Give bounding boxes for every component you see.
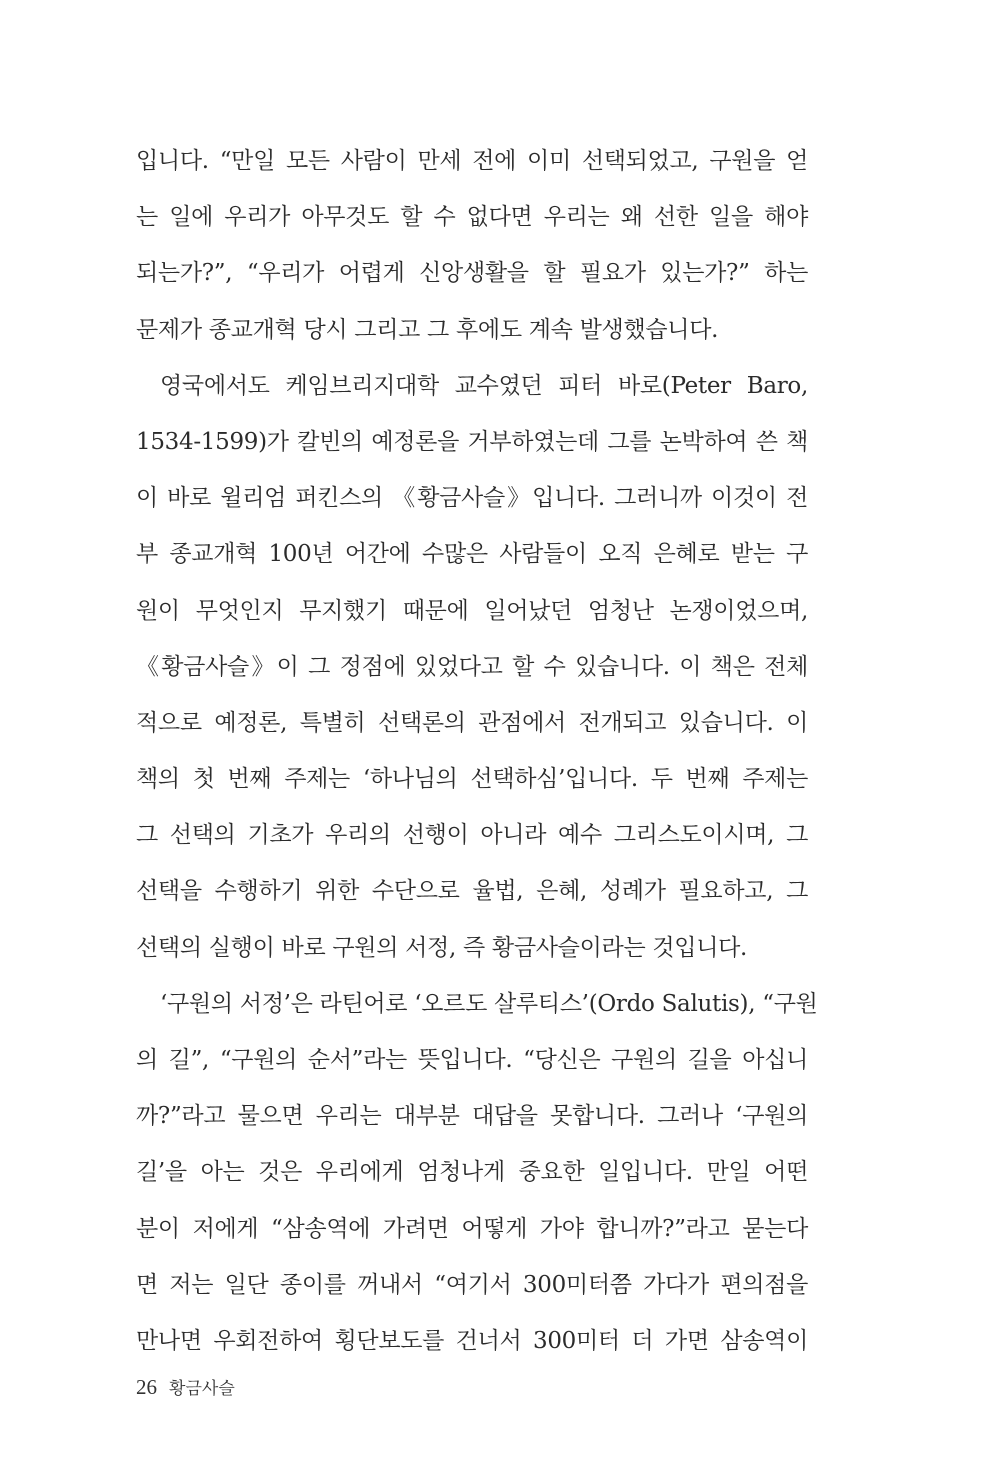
text-line: 부 종교개혁 100년 어간에 수많은 사람들이 오직 은혜로 받는 구 xyxy=(136,541,808,568)
text-line: 분이 저에게 “삼송역에 가려면 어떻게 가야 합니까?”라고 묻는다 xyxy=(136,1215,808,1242)
page-number: 26 xyxy=(136,1375,157,1399)
text-line: 1534-1599)가 칼빈의 예정론을 거부하였는데 그를 논박하여 쓴 책 xyxy=(136,428,808,455)
page-footer xyxy=(136,1374,235,1400)
text-line: 선택을 수행하기 위한 수단으로 율법, 은혜, 성례가 필요하고, 그 xyxy=(136,878,808,905)
text-line: 책의 첫 번째 주제는 ‘하나님의 선택하심’입니다. 두 번째 주제는 xyxy=(136,766,808,793)
text-line: 영국에서도 케임브리지대학 교수였던 피터 바로(Peter Baro, xyxy=(160,372,808,399)
text-line: 《황금사슬》이 그 정점에 있었다고 할 수 있습니다. 이 책은 전체 xyxy=(136,653,808,680)
text-line: ‘구원의 서정’은 라틴어로 ‘오르도 살루티스’(Ordo Salutis), “구원 xyxy=(160,990,818,1017)
text-line: 입니다. “만일 모든 사람이 만세 전에 이미 선택되었고, 구원을 얻 xyxy=(136,148,808,174)
text-line: 적으로 예정론, 특별히 선택론의 관점에서 전개되고 있습니다. 이 xyxy=(136,709,808,736)
text-line: 선택의 실행이 바로 구원의 서정, 즉 황금사슬이라는 것입니다. xyxy=(136,934,748,961)
running-title: 황금사슬 xyxy=(169,1379,235,1399)
text-line: 되는가?”, “우리가 어렵게 신앙생활을 할 필요가 있는가?” 하는 xyxy=(136,260,808,287)
text-line: 의 길”, “구원의 순서”라는 뜻입니다. “당신은 구원의 길을 아십니 xyxy=(136,1047,808,1073)
body-text xyxy=(136,133,818,1369)
text-line: 길’을 아는 것은 우리에게 엄청나게 중요한 일입니다. 만일 어떤 xyxy=(136,1159,808,1186)
text-line: 문제가 종교개혁 당시 그리고 그 후에도 계속 발생했습니다. xyxy=(136,316,719,343)
text-line: 그 선택의 기초가 우리의 선행이 아니라 예수 그리스도이시며, 그 xyxy=(136,822,808,849)
text-line: 까?”라고 물으면 우리는 대부분 대답을 못합니다. 그러나 ‘구원의 xyxy=(136,1103,808,1130)
text-line: 는 일에 우리가 아무것도 할 수 없다면 우리는 왜 선한 일을 해야 xyxy=(136,204,808,231)
text-line: 면 저는 일단 종이를 꺼내서 “여기서 300미터쯤 가다가 편의점을 xyxy=(136,1271,808,1298)
text-line: 만나면 우회전하여 횡단보도를 건너서 300미터 더 가면 삼송역이 xyxy=(136,1327,808,1354)
text-line: 이 바로 윌리엄 퍼킨스의 《황금사슬》입니다. 그러니까 이것이 전 xyxy=(136,485,808,512)
text-line: 원이 무엇인지 무지했기 때문에 일어났던 엄청난 논쟁이었으며, xyxy=(136,597,808,624)
